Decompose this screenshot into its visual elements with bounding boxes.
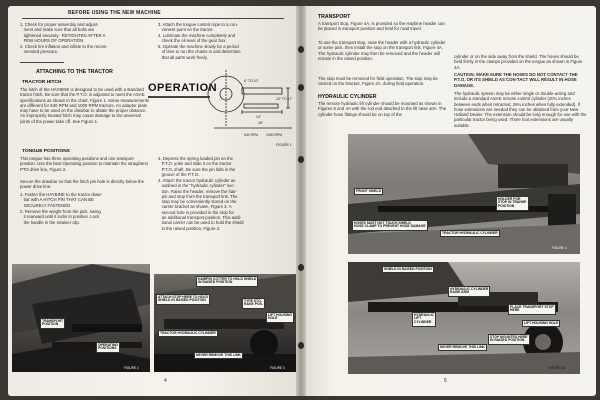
figure-2-machinery <box>12 264 150 372</box>
fig4a-label-place-stop: PLACE TRANSPORT STOP HERE <box>508 304 556 315</box>
operation-heading: OPERATION <box>148 82 218 94</box>
prelim-step-5: 5. Operate the machine slowly for a period of time to run the chains in and determine that all parts work freely. <box>158 44 241 60</box>
caution-text: CAUTION: MAKE SURE THE HOSES DO NOT CONTACT THE P.T.O. OR ITS SHIELD AS CON-TACT WILL RESULT IN HOSE DAMAGE. <box>454 72 579 88</box>
left-page-number: 4 <box>164 378 167 384</box>
figure-4a-label: FIGURE 4A <box>548 366 565 370</box>
figure-2-photo <box>12 264 150 372</box>
fig4a-label-lift-cyl: HYDRAULIC LIFT CYLINDER <box>412 312 436 327</box>
tongue-step-2: 2. Remove the weight from the jack, swing it rearward until it locks in position. Lock the handle in the retainer clip. <box>20 209 101 225</box>
right-page-number: 5 <box>444 378 447 384</box>
fig2-label-transport: TRANSPORT POSITION <box>40 318 65 329</box>
fig4-label-front-shield: FRONT SHIELD <box>354 188 383 195</box>
step-4-hydraulic: 4. Attach the tractor hydraulic cylinder as outlined in the "hydraulic cylinder" sec- tion. Raise the header, remove the hair- pin and stop from the transport link. The stop may be conveniently stored on the carrier bracket as shown, Figure 3. A second hole is provided in the stop for an additional transport position. This addi- tional carrier can be used to hold the shield in the raised position, Figure 3. <box>158 178 244 231</box>
tongue-text-2: Secure the drawbar so that the hitch pin hole is directly below the power drive line. <box>20 179 146 190</box>
attaching-title: ATTACHING TO THE TRACTOR <box>36 69 113 75</box>
fig1-dim-d: 13" TO 17" <box>276 97 293 101</box>
prelim-step-1: 1. Check for proper assembly and adjust- ment and make sure that all bolts are tightened securely. RETIGHTEN AFTER A FEW HOURS OF OPERATION. <box>20 22 106 43</box>
fig3-label-hairpin: HAIRPIN COTTER TO HOLD SHIELD IN RAISED POSITION <box>196 276 258 287</box>
hose-text: cylinder or on the side away from the shield. The hoses should be held firmly in the clamps provided on the tongue as shown in Figure 4A. <box>454 54 584 70</box>
transport-title: TRANSPORT <box>318 14 351 20</box>
section-rule-left <box>20 62 64 63</box>
fig4-label-tractor-cyl: TRACTOR HYDRAULIC CYLINDER <box>440 230 500 237</box>
fig4a-label-shield: SHIELD IN RAISED POSITION <box>382 266 434 273</box>
figure-4-photo <box>348 134 580 254</box>
left-page-header: BEFORE USING THE NEW MACHINE <box>68 10 161 16</box>
right-page <box>300 6 596 396</box>
fig3-label-attach-stop: ATTACH STOP HERE TO HOLD SHIELD IN RAISED POSITION <box>156 294 210 305</box>
tractor-hitch-text: The hitch of the HAYBINE is designed to be used with a standard tractor hitch. Be sure that the P.T.O. is adjusted to meet the ASAE specifications as shown in the chart, Figure 1. Some measurements are different for 540 RPM and 1000 RPM tractors. An adaptor plate may have to be used on the drawbar to obtain the proper distance. An improperly located hitch may cause damage to the universal joints of the power take off. See Figure 1. <box>20 87 151 124</box>
figure-4a-machinery <box>348 262 580 374</box>
transport-text: A transport stop, Figure 4A, is provided so the Haybine header can be placed in transport position and held for road travel. <box>318 21 447 32</box>
figure-1-diagram <box>204 64 296 148</box>
tractor-hitch-title: TRACTOR HITCH <box>22 80 62 85</box>
header-rule <box>22 18 284 19</box>
figure-4a-photo <box>348 262 580 374</box>
tongue-positions-title: TONGUE POSITIONS <box>22 149 70 154</box>
fig1-rpm-a: 540 RPM <box>244 133 259 137</box>
binder-hole-4 <box>298 264 304 271</box>
fig3-label-never-remove: NEVER REMOVE THIS LINK <box>194 352 243 359</box>
operation-rule <box>148 96 210 98</box>
transport-text-2: To use the transport stop, raise the header with a hydraulic cylinder or some jack, then install the stop on the transport link, Figure 4A. The hydraulic cylinder may then be removed and the header will remain in the raised position. <box>318 40 447 61</box>
fig3-label-storage: TYPE STO- RAGE POS. <box>242 298 265 309</box>
fig4a-label-raise-arm: HYDRAULIC CYLINDER RAISE ARM <box>448 286 490 297</box>
binder-hole-1 <box>298 46 304 53</box>
figure-3-label: FIGURE 3 <box>270 366 285 370</box>
transport-text-3: The stop must be removed for field operation. The stop may be carried on the bracket, Figure 4A, during field operation. <box>318 76 440 87</box>
figure-1-label: FIGURE 1 <box>276 143 292 147</box>
fig4-label-holder: HOLDER FOR STOP IN TRANSP. POSITION <box>496 196 529 211</box>
figure-3-photo <box>154 274 296 372</box>
fig2-label-operating: OPERATING POSITIONS <box>96 342 120 353</box>
prelim-step-3: 3. Attach the tongue control rope to a con- venient point on the tractor. <box>158 22 239 33</box>
drawbar <box>244 104 278 108</box>
fig3-label-tractor-cyl: TRACTOR HYDRAULIC CYLINDER <box>158 330 218 337</box>
fig3-label-lift-housing: LIFT HOUSING HOLE <box>266 312 294 323</box>
fig1-dim-c: 16" <box>258 121 263 125</box>
tongue-text: This tongue has three operating positions and one transport position. Use the best Operating position to maintain the straightest PTO drive line, Figure 2. <box>20 156 149 172</box>
binding-gutter <box>296 6 306 396</box>
fig4a-label-lift-housing: LIFT HOUSING HOLE <box>522 320 560 327</box>
fig1-rpm-b: 1000 RPM <box>266 133 283 137</box>
left-page <box>8 6 300 396</box>
pto-shaft <box>242 88 282 94</box>
prelim-step-4: 4. Lubricate the machine completely and check the oil level of the gear box. <box>158 33 236 44</box>
binder-hole-5 <box>298 342 304 349</box>
prelim-step-2: 2. Check tire inflation and inflate to the recom- mended pressure. <box>20 44 108 55</box>
hydraulic-text: The remote hydraulic lift cylinder should be mounted as shown in Figures 5 and 4A with the rod end attached to the lift raise arm. The cylinder hose fittings should be on top of the <box>318 101 448 117</box>
fig1-dim-a: 6" TO 10" <box>244 79 259 83</box>
hydraulic-system-text: The hydraulic system may be either single or double-acting and include a standard ASAE remote control cylinder (20¼ inches between ends when retracted, 28¼ inches when fully extended). If hose extensions are needed they can be obtained from your New Holland Dealer. The extension should be long enough for use with the particular tractor being used. Three foot extensions are usually suitable. <box>454 91 588 128</box>
figure-4-label: FIGURE 4 <box>552 246 567 250</box>
figure-2-label: FIGURE 2 <box>124 366 139 370</box>
hydraulic-title: HYDRAULIC CYLINDER <box>318 94 377 100</box>
binder-hole-3 <box>298 156 304 163</box>
fig4a-label-never-remove: NEVER REMOVE THIS LINK <box>438 344 487 351</box>
fig4a-label-stop-mounted: STOP MOUNTED HERE IN RAISED POSITION <box>488 334 530 345</box>
manual-spread <box>8 6 596 398</box>
tongue-step-1: 1. Fasten the HAYBINE to the tractor draw- bar with A HITCH PIN THAT CAN BE SECURELY FASTENED. <box>20 192 103 208</box>
binder-hole-2 <box>298 84 304 91</box>
fig4-label-hoses: HOSES MUST NOT TOUCH SHIELD HOSE CLAMP TO PREVENT HOSE DAMAGE <box>352 220 428 231</box>
step-3-pto: 3. Depress the spring loaded pin on the P.T.O. yoke and slide it on the tractor P.T.O. shaft. Be sure the pin falls in the groove of the P.T.O. <box>158 156 236 177</box>
fig1-dim-b: 14" <box>256 115 261 119</box>
